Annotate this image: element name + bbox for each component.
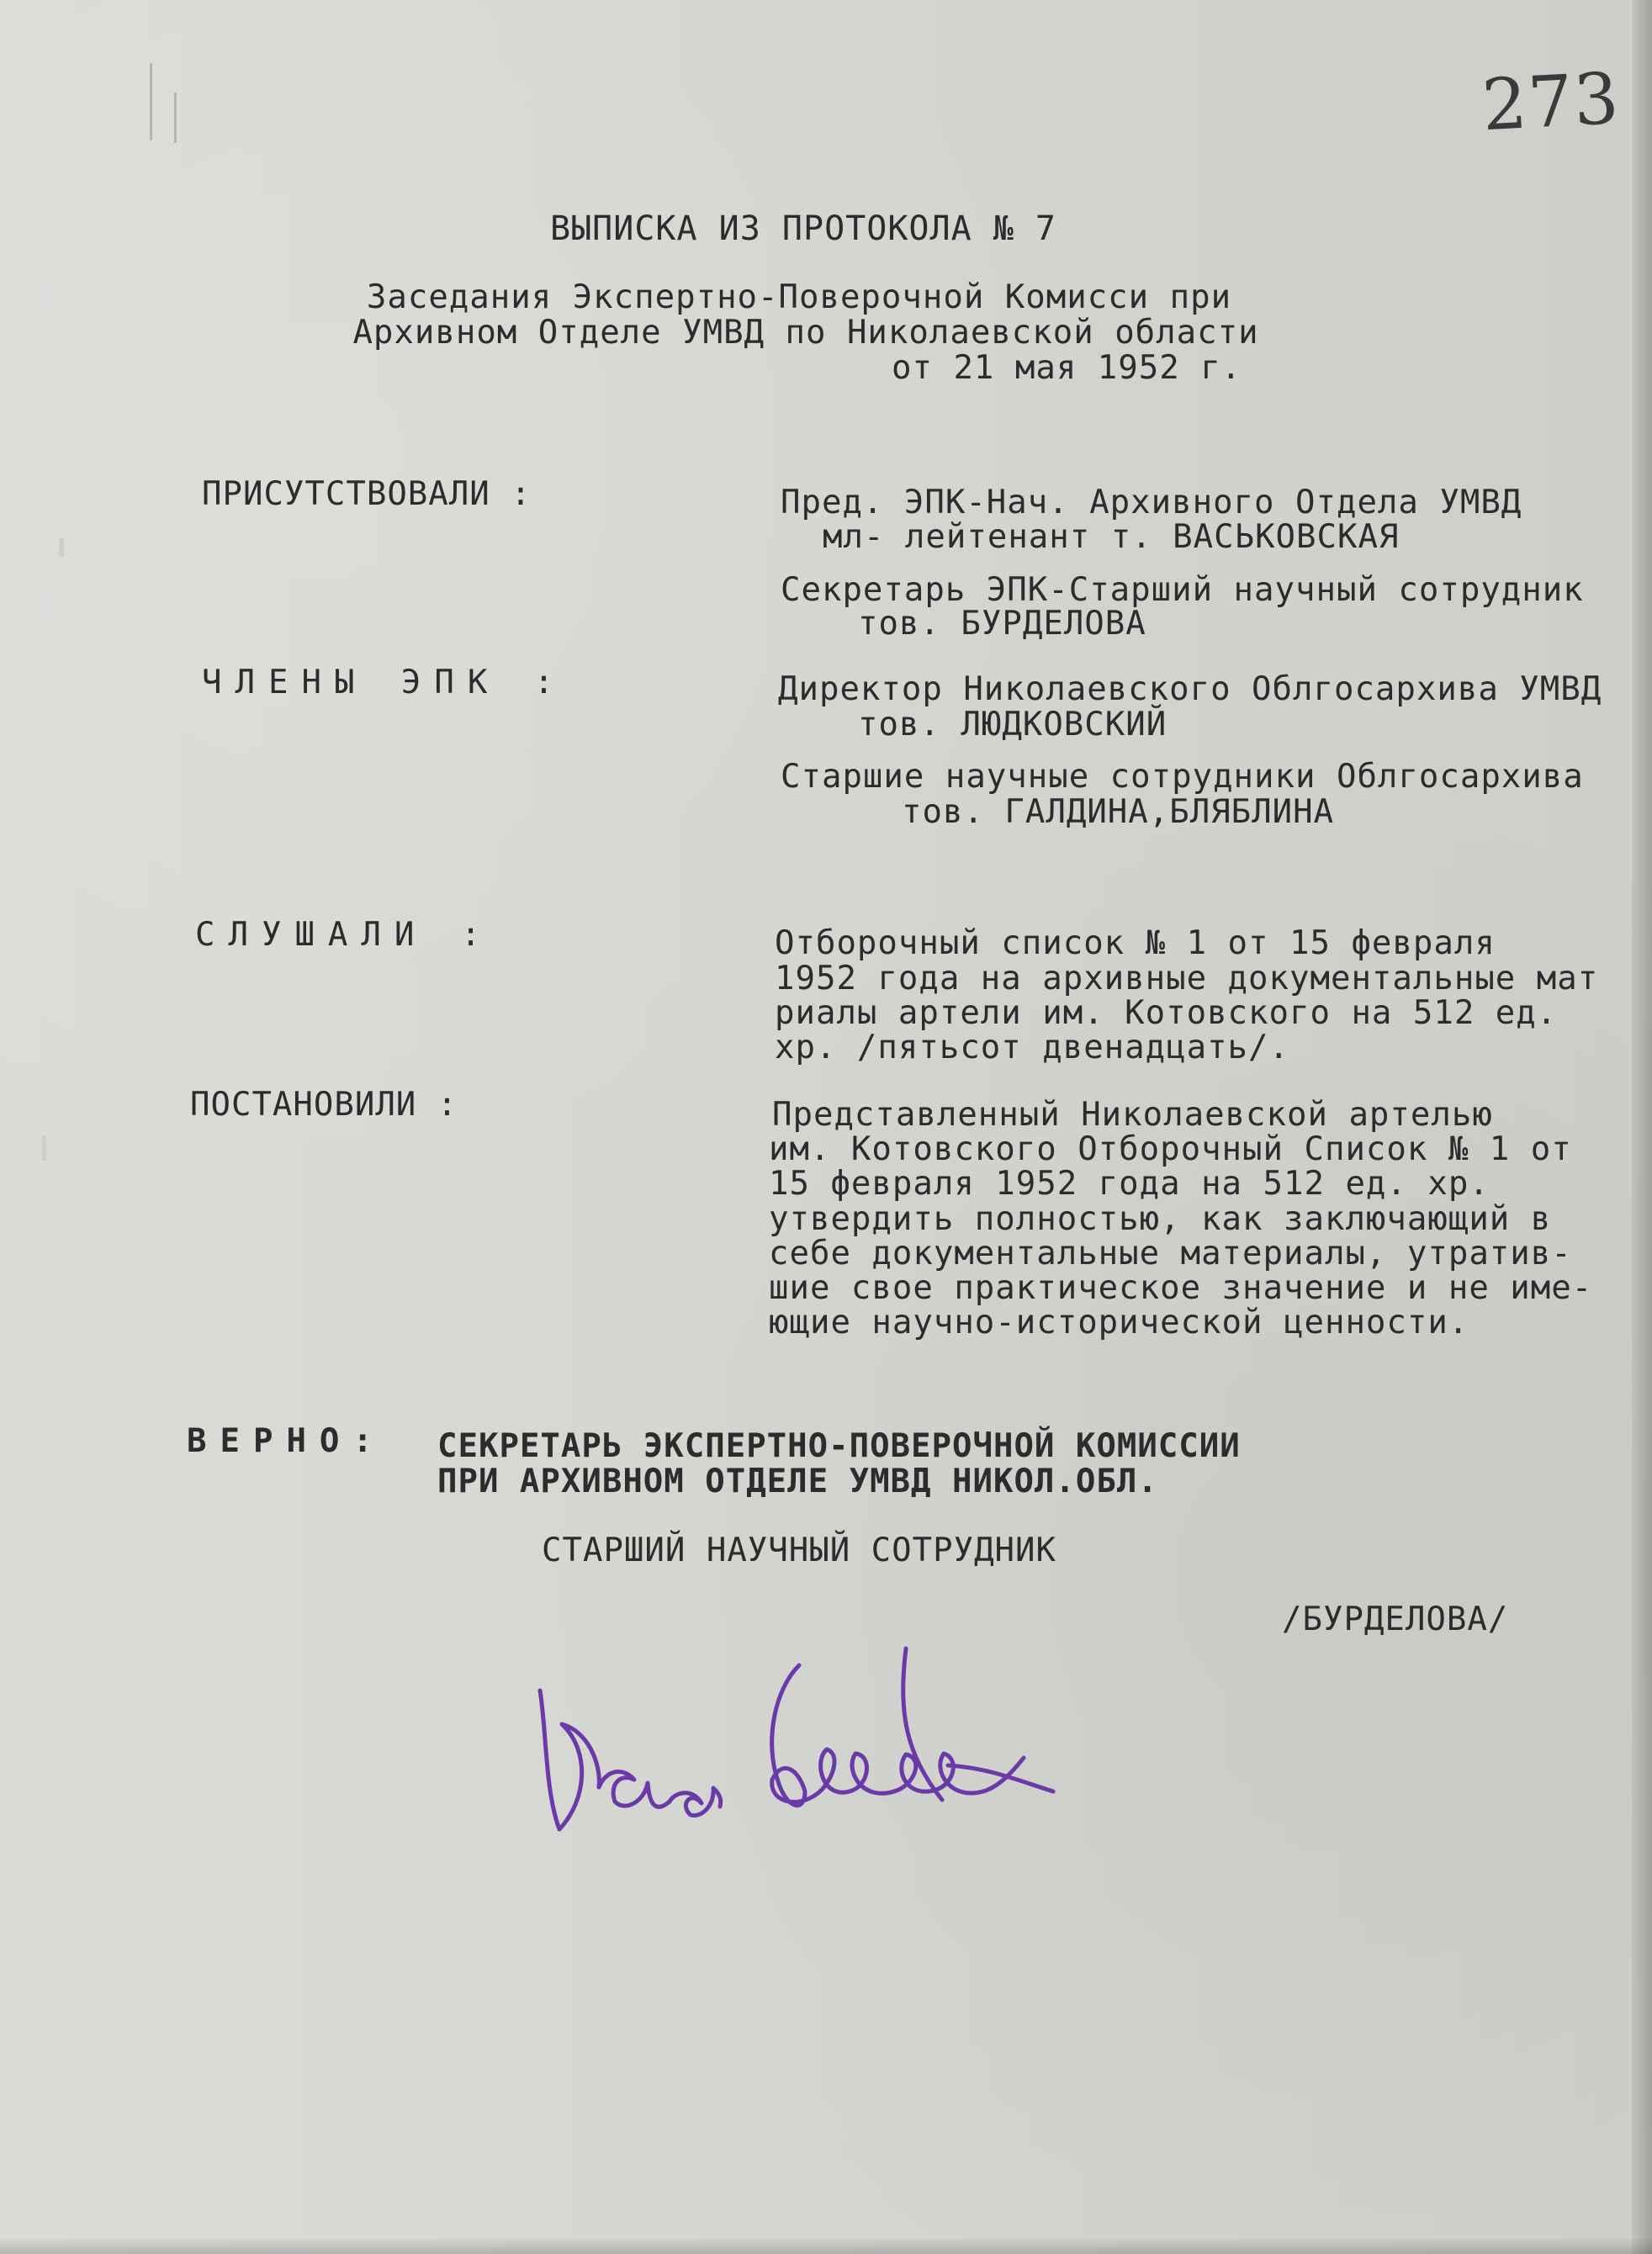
members-line: тов. ЛЮДКОВСКИЙ <box>858 706 1168 743</box>
heard-label: СЛУШАЛИ : <box>195 916 495 954</box>
heard-line: риалы артели им. Котовского на 512 ед. <box>775 994 1558 1032</box>
document-subtitle-line-1: Заседания Экспертно-Поверочной Комисси при <box>366 278 1232 316</box>
resolved-line: себе документальные материалы, утратив- <box>769 1235 1572 1273</box>
members-line: Директор Николаевского Облгосархива УМВД <box>778 670 1602 708</box>
heard-line: хр. /пятьсот двенадцать/. <box>775 1029 1289 1066</box>
correct-label: ВЕРНО: <box>187 1422 386 1460</box>
heard-line: 1952 года на архивные документальные мат <box>775 960 1599 997</box>
present-line: Пред. ЭПК-Нач. Архивного Отдела УМВД <box>781 484 1522 521</box>
present-line: тов. БУРДЕЛОВА <box>858 605 1146 643</box>
resolved-line: 15 февраля 1952 года на 512 ед. хр. <box>769 1165 1490 1203</box>
document-title: ВЫПИСКА ИЗ ПРОТОКОЛА № 7 <box>550 209 1056 248</box>
paper-right-edge <box>1632 0 1652 2254</box>
signature-mark <box>522 1632 1068 1876</box>
signer-name: /БУРДЕЛОВА/ <box>1282 1601 1509 1638</box>
archive-number: 273 <box>1480 56 1622 147</box>
members-line: тов. ГАЛДИНА,БЛЯБЛИНА <box>902 793 1335 831</box>
paper-mark <box>42 1135 46 1161</box>
heard-line: Отборочный список № 1 от 15 февраля <box>775 924 1496 962</box>
resolved-line: им. Котовского Отборочный Список № 1 от <box>769 1130 1572 1168</box>
members-line: Старшие научные сотрудники Облгосархива <box>781 758 1584 796</box>
document-date: от 21 мая 1952 г. <box>892 349 1242 387</box>
resolved-label: ПОСТАНОВИЛИ : <box>190 1086 458 1124</box>
paper-mark <box>59 538 64 557</box>
paper-bottom-edge <box>0 2239 1652 2254</box>
correct-line: ПРИ АРХИВНОМ ОТДЕЛЕ УМВД НИКОЛ.ОБЛ. <box>437 1463 1158 1500</box>
resolved-line: шие свое практическое значение и не име- <box>769 1269 1593 1307</box>
members-label: ЧЛЕНЫ ЭПК : <box>202 664 568 701</box>
signer-position: СТАРШИЙ НАУЧНЫЙ СОТРУДНИК <box>542 1532 1056 1569</box>
present-label: ПРИСУТСТВОВАЛИ : <box>202 475 532 513</box>
paper-mark <box>150 63 152 140</box>
correct-line: СЕКРЕТАРЬ ЭКСПЕРТНО-ПОВЕРОЧНОЙ КОМИССИИ <box>437 1427 1241 1465</box>
present-line: мл- лейтенант т. ВАСЬКОВСКАЯ <box>823 518 1400 556</box>
document-subtitle-line-2: Архивном Отделе УМВД по Николаевской области <box>352 314 1259 352</box>
present-line: Секретарь ЭПК-Старший научный сотрудник <box>781 571 1584 609</box>
resolved-line: утвердить полностью, как заключающий в <box>769 1200 1552 1238</box>
resolved-line: Представленный Николаевской артелью <box>772 1096 1493 1134</box>
resolved-line: ющие научно-исторической ценности. <box>769 1304 1469 1341</box>
paper-mark <box>174 93 177 143</box>
